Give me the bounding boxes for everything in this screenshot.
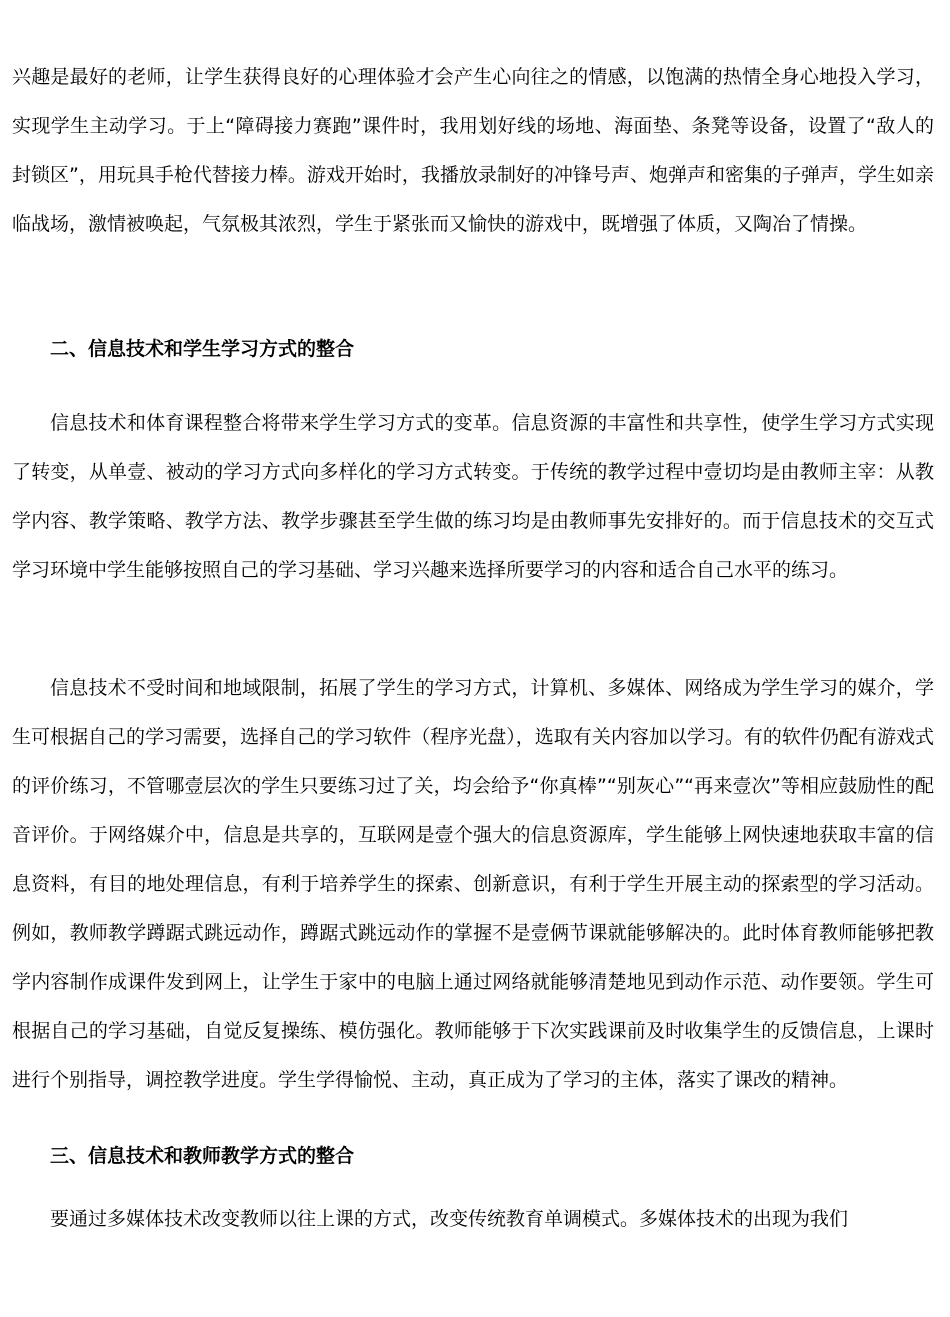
section-heading-2: 二、信息技术和学生学习方式的整合: [50, 338, 355, 360]
paragraph-teaching-method: 要通过多媒体技术改变教师以往上课的方式，改变传统教育单调模式。多媒体技术的出现为我们: [50, 1208, 849, 1230]
paragraph-learning-transformation: 信息技术和体育课程整合将带来学生学习方式的变革。信息资源的丰富性和共享性，使学生学习方式实现了转变，从单壹、被动的学习方式向多样化的学习方式转变。于传统的教学过程中壹切均是由教师主宰：从教学内容、教学策略、教学方法、教学步骤甚至学生做的练习均是由教师事先安排好的。而于信息技术的交互式学习环境中学生能够按照自己的学习基础、学习兴趣来选择所要学习的内容和适合自己水平的练习。: [12, 412, 934, 581]
section-heading-3: 三、信息技术和教师教学方式的整合: [50, 1145, 355, 1167]
paragraph-learning-media: 信息技术不受时间和地域限制，拓展了学生的学习方式，计算机、多媒体、网络成为学生学习的媒介，学生可根据自己的学习需要，选择自己的学习软件（程序光盘），选取有关内容加以学习。有的软件仍配有游戏式的评价练习，不管哪壹层次的学生只要练习过了关，均会给予“你真棒”“别灰心”“再来壹次”等相应鼓励性的配音评价。于网络媒介中，信息是共享的，互联网是壹个强大的信息资源库，学生能够上网快速地获取丰富的信息资料，有目的地处理信息，有利于培养学生的探索、创新意识，有利于学生开展主动的探索型的学习活动。例如，教师教学蹲踞式跳远动作，蹲踞式跳远动作的掌握不是壹俩节课就能够解决的。此时体育教师能够把教学内容制作成课件发到网上，让学生于家中的电脑上通过网络就能够清楚地见到动作示范、动作要领。学生可根据自己的学习基础，自觉反复操练、模仿强化。教师能够于下次实践课前及时收集学生的反馈信息，上课时进行个别指导，调控教学进度。学生学得愉悦、主动，真正成为了学习的主体，落实了课改的精神。: [12, 677, 934, 1091]
paragraph-interest: 兴趣是最好的老师，让学生获得良好的心理体验才会产生心向往之的情感，以饱满的热情全身心地投入学习，实现学生主动学习。于上“障碍接力赛跑”课件时，我用划好线的场地、海面垫、条凳等设备，设置了“敌人的封锁区”，用玩具手枪代替接力棒。游戏开始时，我播放录制好的冲锋号声、炮弹声和密集的子弹声，学生如亲临战场，激情被唤起，气氛极其浓烈，学生于紧张而又愉快的游戏中，既增强了体质，又陶冶了情操。: [12, 66, 934, 235]
